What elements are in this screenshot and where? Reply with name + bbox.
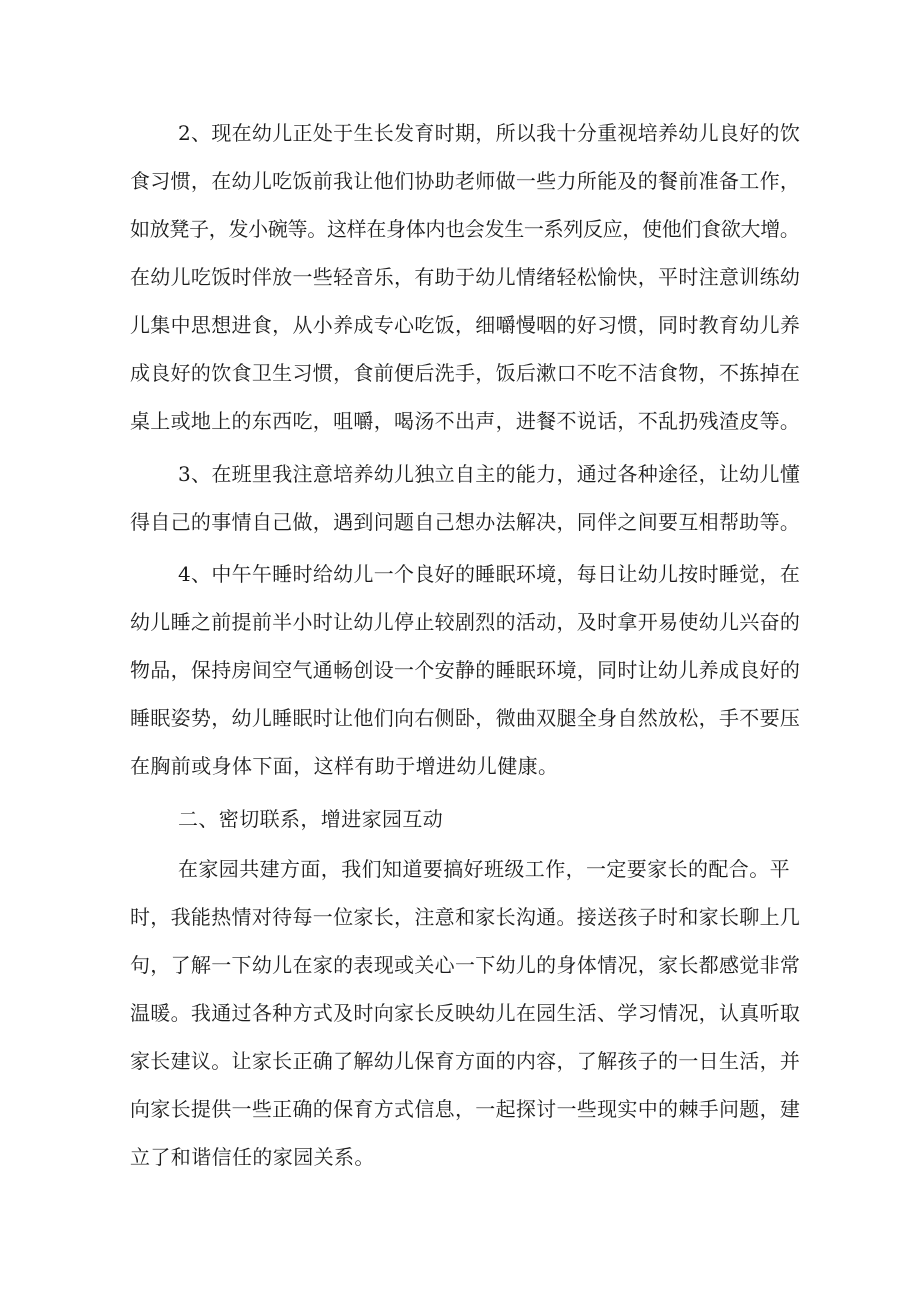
paragraph-line: 在胸前或身体下面，这样有助于增进幼儿健康。 xyxy=(130,754,559,778)
paragraph-line: 食习惯，在幼儿吃饭前我让他们协助老师做一些力所能及的餐前准备工作， xyxy=(130,169,801,193)
paragraph-line: 时，我能热情对待每一位家长，注意和家长沟通。接送孩子时和家长聊上几 xyxy=(130,905,801,929)
paragraph-line: 向家长提供一些正确的保育方式信息，一起探讨一些现实中的棘手问题，建 xyxy=(130,1097,801,1121)
paragraph-line: 睡眠姿势，幼儿睡眠时让他们向右侧卧，微曲双腿全身自然放松，手不要压 xyxy=(130,706,801,730)
paragraph-line: 在家园共建方面，我们知道要搞好班级工作，一定要家长的配合。平 xyxy=(178,857,790,881)
paragraph-line: 2、现在幼儿正处于生长发育时期，所以我十分重视培养幼儿良好的饮 xyxy=(178,121,801,145)
paragraph-line: 4、中午午睡时给幼儿一个良好的睡眠环境，每日让幼儿按时睡觉，在 xyxy=(178,562,801,586)
paragraph-line: 成良好的饮食卫生习惯，食前便后洗手，饭后漱口不吃不洁食物，不拣掉在 xyxy=(130,361,801,385)
section-heading: 二、密切联系，增进家园互动 xyxy=(178,807,444,831)
paragraph-line: 儿集中思想进食，从小养成专心吃饭，细嚼慢咽的好习惯，同时教育幼儿养 xyxy=(130,313,801,337)
paragraph-line: 幼儿睡之前提前半小时让幼儿停止较剧烈的活动，及时拿开易使幼儿兴奋的 xyxy=(130,610,801,634)
paragraph-line: 家长建议。让家长正确了解幼儿保育方面的内容，了解孩子的一日生活，并 xyxy=(130,1049,801,1073)
paragraph-line: 得自己的事情自己做，遇到问题自己想办法解决，同伴之间要互相帮助等。 xyxy=(130,510,801,534)
paragraph-line: 句，了解一下幼儿在家的表现或关心一下幼儿的身体情况，家长都感觉非常 xyxy=(130,953,801,977)
paragraph-line: 立了和谐信任的家园关系。 xyxy=(130,1145,375,1169)
paragraph-line: 3、在班里我注意培养幼儿独立自主的能力，通过各种途径，让幼儿懂 xyxy=(178,462,801,486)
paragraph-line: 温暖。我通过各种方式及时向家长反映幼儿在园生活、学习情况，认真听取 xyxy=(130,1001,801,1025)
paragraph-line: 物品，保持房间空气通畅创设一个安静的睡眠环境，同时让幼儿养成良好的 xyxy=(130,658,801,682)
paragraph-line: 在幼儿吃饭时伴放一些轻音乐，有助于幼儿情绪轻松愉快，平时注意训练幼 xyxy=(130,265,801,289)
paragraph-line: 如放凳子，发小碗等。这样在身体内也会发生一系列反应，使他们食欲大增。 xyxy=(130,217,800,241)
paragraph-line: 桌上或地上的东西吃，咀嚼，喝汤不出声，进餐不说话，不乱扔残渣皮等。 xyxy=(130,409,801,433)
